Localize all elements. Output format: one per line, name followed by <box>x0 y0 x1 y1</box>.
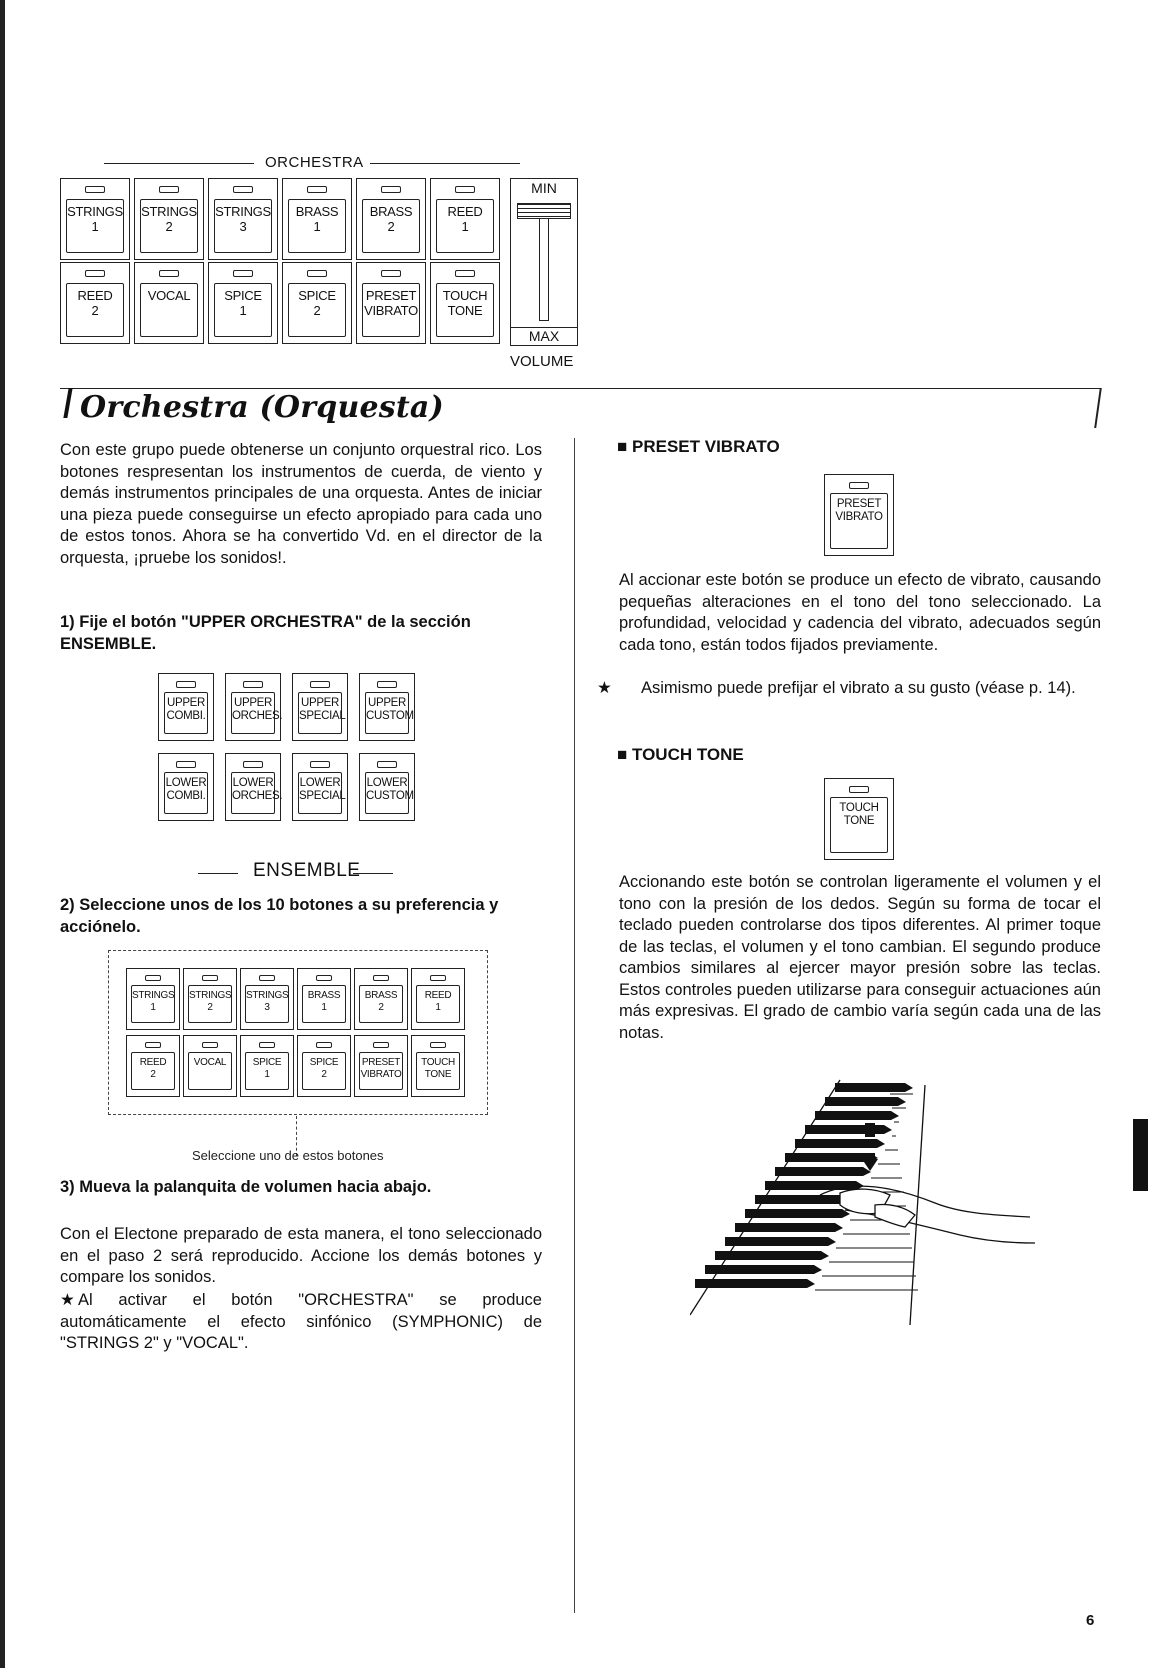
black-key <box>815 1111 899 1120</box>
black-key <box>825 1097 906 1106</box>
title-left-tick <box>63 388 72 418</box>
orchestra-voice-button[interactable] <box>430 262 500 344</box>
lamp-indicator <box>307 270 327 277</box>
selectable-voice-button[interactable] <box>240 968 294 1030</box>
step3-note-text: Al activar el botón "ORCHESTRA" se produce automáticamente el efecto sinfónico (SYMPHONIC) de "STRINGS 2" y "VOCAL". <box>60 1291 542 1352</box>
lamp-indicator <box>243 681 263 688</box>
lamp-indicator <box>373 975 389 981</box>
lamp-indicator <box>243 761 263 768</box>
lamp-indicator <box>316 975 332 981</box>
lamp-indicator <box>259 1042 275 1048</box>
button-label: VOCAL <box>140 283 198 337</box>
lamp-indicator <box>145 975 161 981</box>
lamp-indicator <box>316 1042 332 1048</box>
lamp-indicator <box>176 761 196 768</box>
black-key <box>765 1181 864 1190</box>
black-key <box>735 1223 843 1232</box>
binder-edge <box>0 0 5 1668</box>
ensemble-button[interactable] <box>292 753 348 821</box>
lamp-indicator <box>202 1042 218 1048</box>
preset-vibrato-heading: ■ PRESET VIBRATO <box>617 437 780 456</box>
lamp-indicator <box>430 1042 446 1048</box>
selectable-voice-button[interactable] <box>126 968 180 1030</box>
ensemble-bracket-right <box>353 873 393 874</box>
button-label: UPPER SPECIAL <box>298 692 342 734</box>
selectable-voice-button[interactable] <box>411 1035 465 1097</box>
button-label: UPPER CUSTOM <box>365 692 409 734</box>
black-key <box>695 1279 815 1288</box>
orchestra-voice-button[interactable] <box>356 262 426 344</box>
lamp-indicator <box>455 270 475 277</box>
ensemble-button[interactable] <box>292 673 348 741</box>
selectable-voice-button[interactable] <box>297 968 351 1030</box>
button-label: LOWER CUSTOM <box>365 772 409 814</box>
button-label: STRINGS 3 <box>214 199 272 253</box>
lamp-indicator <box>430 975 446 981</box>
ensemble-button[interactable] <box>225 753 281 821</box>
section-title: Orchestra (Orquesta) <box>80 390 444 425</box>
black-key <box>725 1237 836 1246</box>
selectable-voice-button[interactable] <box>183 968 237 1030</box>
button-label: STRINGS 3 <box>245 985 289 1023</box>
touch-tone-heading: ■ TOUCH TONE <box>617 745 744 764</box>
ensemble-bracket-left <box>198 873 238 874</box>
lamp-indicator <box>159 186 179 193</box>
selectable-voice-button[interactable] <box>354 968 408 1030</box>
ensemble-button[interactable] <box>158 673 214 741</box>
lamp-indicator <box>233 270 253 277</box>
button-label: BRASS 1 <box>302 985 346 1023</box>
ensemble-group-label: ENSEMBLE <box>253 860 361 881</box>
button-label: UPPER COMBI. <box>164 692 208 734</box>
button-label: PRESET VIBRATO <box>362 283 420 337</box>
ensemble-button[interactable] <box>359 753 415 821</box>
lamp-indicator <box>377 761 397 768</box>
selectable-voice-button[interactable] <box>183 1035 237 1097</box>
selectable-voice-button[interactable] <box>411 968 465 1030</box>
button-label: PRESET VIBRATO <box>830 493 888 549</box>
orchestra-voice-button[interactable] <box>134 262 204 344</box>
orchestra-bracket-left <box>104 163 254 164</box>
button-label: REED 1 <box>436 199 494 253</box>
orchestra-group-label: ORCHESTRA <box>265 154 364 171</box>
lamp-indicator <box>159 270 179 277</box>
selection-caption: Seleccione uno de estos botones <box>192 1148 384 1163</box>
lamp-indicator <box>85 270 105 277</box>
step3-heading: 3) Mueva la palanquita de volumen hacia abajo. <box>60 1178 432 1196</box>
orchestra-voice-button[interactable] <box>134 178 204 260</box>
button-label: STRINGS 2 <box>188 985 232 1023</box>
star-icon: ★ <box>597 679 612 697</box>
black-key <box>835 1083 913 1092</box>
lamp-indicator <box>381 186 401 193</box>
button-label: SPICE 2 <box>302 1052 346 1090</box>
button-label: BRASS 2 <box>359 985 403 1023</box>
button-label: REED 1 <box>416 985 460 1023</box>
button-label: TOUCH TONE <box>830 797 888 853</box>
button-label: REED 2 <box>131 1052 175 1090</box>
lamp-indicator <box>849 786 869 793</box>
step1-heading: 1) Fije el botón "UPPER ORCHESTRA" de la sección ENSEMBLE. <box>60 613 471 653</box>
lamp-indicator <box>176 681 196 688</box>
button-label: STRINGS 2 <box>140 199 198 253</box>
button-label: TOUCH TONE <box>416 1052 460 1090</box>
button-label: REED 2 <box>66 283 124 337</box>
button-label: BRASS 2 <box>362 199 420 253</box>
lamp-indicator <box>310 681 330 688</box>
button-label: SPICE 2 <box>288 283 346 337</box>
lamp-indicator <box>307 186 327 193</box>
orchestra-voice-button[interactable] <box>60 262 130 344</box>
preset-vibrato-note-text: Asimismo puede prefijar el vibrato a su gusto (véase p. 14). <box>641 679 1076 697</box>
ensemble-button[interactable] <box>158 753 214 821</box>
preset-vibrato-body: Al accionar este botón se produce un efecto de vibrato, causando pequeñas alteraciones en el tono del tono seleccionado. La profundidad, velocidad y cadencia del vibrato, adecuados según cada tono, están todos fijados previamente. <box>619 571 1101 654</box>
volume-slider[interactable] <box>510 178 578 346</box>
lamp-indicator <box>202 975 218 981</box>
orchestra-voice-button[interactable] <box>282 262 352 344</box>
volume-track <box>539 203 549 321</box>
preset-vibrato-note <box>597 678 1101 700</box>
lamp-indicator <box>310 761 330 768</box>
preset-vibrato-button[interactable] <box>824 474 894 556</box>
selectable-voice-button[interactable] <box>126 1035 180 1097</box>
lamp-indicator <box>233 186 253 193</box>
ensemble-button[interactable] <box>359 673 415 741</box>
orchestra-voice-button[interactable] <box>208 262 278 344</box>
touch-tone-button[interactable] <box>824 778 894 860</box>
orchestra-voice-button[interactable] <box>282 178 352 260</box>
button-label: LOWER COMBI. <box>164 772 208 814</box>
button-label: PRESET VIBRATO <box>359 1052 403 1090</box>
section-tab-marker <box>1133 1119 1148 1191</box>
lamp-indicator <box>377 681 397 688</box>
button-label: UPPER ORCHES. <box>231 692 275 734</box>
step3-body: Con el Electone preparado de esta manera, el tono seleccionado en el paso 2 será reproducido. Accione los demás botones y compare los sonidos. <box>60 1225 542 1286</box>
selectable-voice-button[interactable] <box>240 1035 294 1097</box>
step2-heading: 2) Seleccione unos de los 10 botones a su preferencia y acciónelo. <box>60 896 499 936</box>
title-rule <box>60 388 1100 389</box>
selection-panel <box>108 948 488 1148</box>
selectable-voice-button[interactable] <box>297 1035 351 1097</box>
lamp-indicator <box>145 1042 161 1048</box>
black-key <box>705 1265 822 1274</box>
button-label: BRASS 1 <box>288 199 346 253</box>
button-label: SPICE 1 <box>214 283 272 337</box>
ensemble-panel <box>158 673 448 881</box>
keyboard-hand-illustration <box>690 1075 1050 1325</box>
lamp-indicator <box>381 270 401 277</box>
button-label: LOWER ORCHES. <box>231 772 275 814</box>
lamp-indicator <box>849 482 869 489</box>
black-key <box>745 1209 850 1218</box>
page-number: 6 <box>1086 1612 1095 1629</box>
title-right-tick <box>1094 388 1102 428</box>
black-key <box>715 1251 829 1260</box>
ensemble-button[interactable] <box>225 673 281 741</box>
touch-tone-body: Accionando este botón se controlan ligeramente el volumen y el tono con la presión de los dedos. Según su forma de tocar el teclado pueden controlarse dos tipos diferentes. Al primer toque de las teclas, el volumen y el tono cambian. El segundo produce cambios similares al ejercer mayor presión sobre las teclas. Estos controles pueden utilizarse para conseguir actuaciones aún más expresivas. El grado de cambio varía según cada una de las notas. <box>619 873 1101 1042</box>
lamp-indicator <box>259 975 275 981</box>
button-label: LOWER SPECIAL <box>298 772 342 814</box>
black-key <box>805 1125 892 1134</box>
orchestra-bracket-right <box>370 163 520 164</box>
volume-label: VOLUME <box>510 353 574 370</box>
column-divider <box>574 438 575 1613</box>
button-label: STRINGS 1 <box>66 199 124 253</box>
volume-max-label: MAX <box>511 327 577 344</box>
volume-min-label: MIN <box>531 180 557 196</box>
button-label: SPICE 1 <box>245 1052 289 1090</box>
intro-paragraph: Con este grupo puede obtenerse un conjunto orquestral rico. Los botones respresentan los instrumentos de cuerda, de viento y demás instrumentos principales de una orquesta. Antes de iniciar una pieza puede conseguirse un efecto apropiado para cada uno de estos tonos. Ahora se ha convertido Vd. en el director de la orquesta, ¡pruebe los sonidos!. <box>60 441 542 567</box>
selectable-voice-button[interactable] <box>354 1035 408 1097</box>
lamp-indicator <box>455 186 475 193</box>
black-key <box>775 1167 871 1176</box>
button-label: VOCAL <box>188 1052 232 1090</box>
orchestra-voice-button[interactable] <box>356 178 426 260</box>
step3-note <box>60 1290 542 1355</box>
lamp-indicator <box>373 1042 389 1048</box>
orchestra-panel <box>60 150 580 380</box>
button-label: STRINGS 1 <box>131 985 175 1023</box>
volume-handle[interactable] <box>517 203 571 219</box>
orchestra-voice-button[interactable] <box>60 178 130 260</box>
orchestra-voice-button[interactable] <box>208 178 278 260</box>
button-label: TOUCH TONE <box>436 283 494 337</box>
lamp-indicator <box>85 186 105 193</box>
orchestra-voice-button[interactable] <box>430 178 500 260</box>
star-icon: ★ <box>60 1291 75 1309</box>
